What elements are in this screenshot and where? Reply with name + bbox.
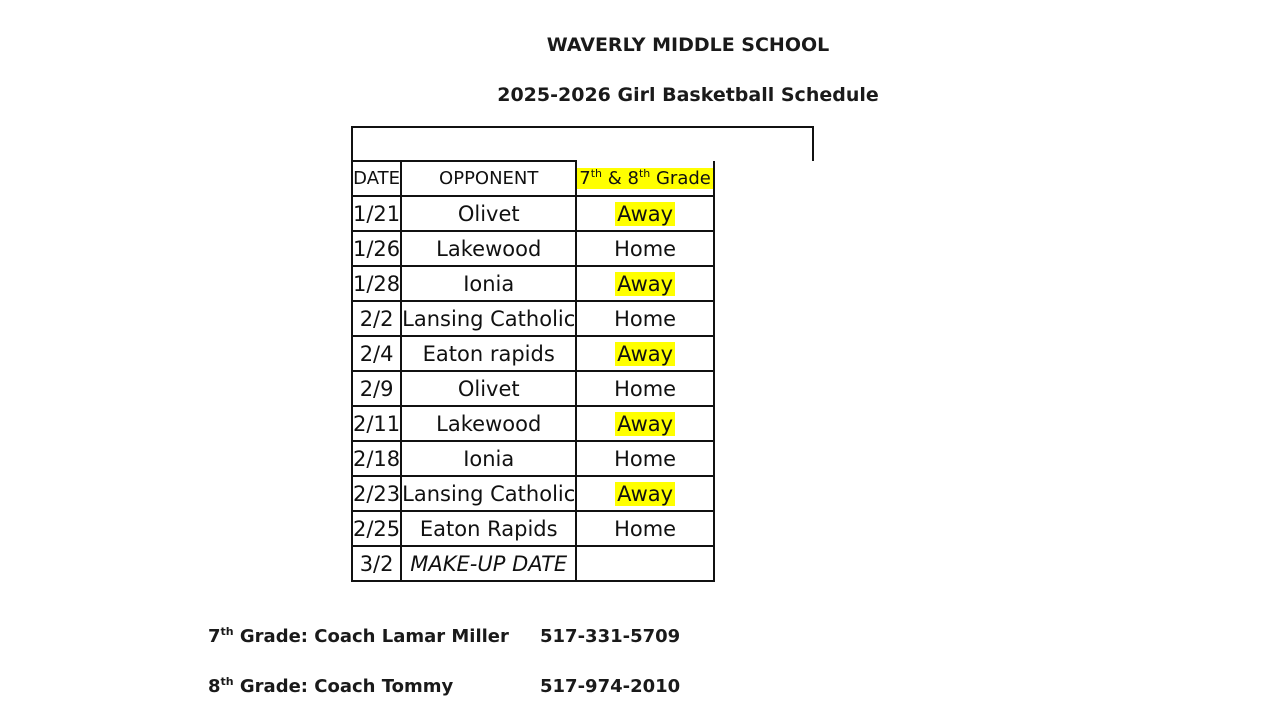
coach-8-sup: th <box>220 675 234 688</box>
coach-8-label: Grade: Coach Tommy <box>233 676 454 697</box>
game-site-cell <box>576 406 714 441</box>
game-date: 2/4 <box>352 336 401 371</box>
game-opponent: Ionia <box>401 441 576 476</box>
game-date: 1/21 <box>352 196 401 231</box>
game-date: 2/25 <box>352 511 401 546</box>
game-site-cell <box>576 336 714 371</box>
game-site: Home <box>614 516 677 541</box>
game-site: Home <box>614 306 677 331</box>
schedule-row <box>352 336 714 371</box>
coach-7-phone: 517-331-5709 <box>540 626 681 647</box>
game-opponent: Olivet <box>401 196 576 231</box>
game-site-cell <box>576 441 714 476</box>
schedule-row <box>352 476 714 511</box>
game-site-cell <box>576 266 714 301</box>
game-date: 1/26 <box>352 231 401 266</box>
game-opponent: Lansing Catholic <box>401 301 576 336</box>
game-opponent: Olivet <box>401 371 576 406</box>
game-site: Away <box>617 271 674 296</box>
schedule-row <box>352 301 714 336</box>
schedule-row <box>352 231 714 266</box>
game-date: 2/18 <box>352 441 401 476</box>
game-site: Home <box>614 446 677 471</box>
grade-header-7-sup: th <box>590 166 603 180</box>
game-site: Away <box>617 481 674 506</box>
game-site: Away <box>617 411 674 436</box>
table-header-row <box>352 161 714 196</box>
game-date: 2/9 <box>352 371 401 406</box>
game-site-cell <box>576 476 714 511</box>
header-opponent: OPPONENT <box>401 161 576 196</box>
grade-header-8-sup: th <box>638 166 651 180</box>
schedule-row <box>352 441 714 476</box>
header-date: DATE <box>352 161 401 196</box>
school-title: WAVERLY MIDDLE SCHOOL <box>546 34 830 56</box>
game-site-cell <box>576 301 714 336</box>
game-date: 2/23 <box>352 476 401 511</box>
coach-7-sup: th <box>220 625 234 638</box>
coach-7th-grade <box>208 625 681 647</box>
game-site: Away <box>617 201 674 226</box>
game-site-cell <box>576 546 714 581</box>
game-opponent: Ionia <box>401 266 576 301</box>
game-date: 1/28 <box>352 266 401 301</box>
schedule-title: 2025-2026 Girl Basketball Schedule <box>497 84 879 106</box>
game-site: Away <box>617 341 674 366</box>
schedule-row <box>352 196 714 231</box>
coach-8th-grade <box>208 675 681 697</box>
coach-7-label: Grade: Coach Lamar Miller <box>233 626 509 647</box>
game-opponent: Lakewood <box>401 231 576 266</box>
coach-7-grade: 7 <box>208 626 221 647</box>
schedule-row <box>352 511 714 546</box>
game-site-cell <box>576 371 714 406</box>
schedule-row <box>352 546 714 581</box>
grade-header-7: 7 <box>579 167 591 189</box>
grade-header-8: & 8 <box>602 167 639 189</box>
game-date: 2/2 <box>352 301 401 336</box>
game-site: Home <box>614 376 677 401</box>
schedule-row <box>352 371 714 406</box>
game-opponent: Eaton rapids <box>401 336 576 371</box>
game-opponent: Lakewood <box>401 406 576 441</box>
grade-header-suffix: Grade <box>650 167 711 189</box>
game-opponent: Lansing Catholic <box>401 476 576 511</box>
game-date: 2/11 <box>352 406 401 441</box>
header-grade <box>576 161 714 196</box>
game-site-cell <box>576 196 714 231</box>
schedule-row <box>352 266 714 301</box>
game-site-cell <box>576 511 714 546</box>
schedule-row <box>352 406 714 441</box>
game-site: Home <box>614 236 677 261</box>
game-opponent: Eaton Rapids <box>401 511 576 546</box>
coach-8-grade: 8 <box>208 676 221 697</box>
schedule-table <box>351 160 715 582</box>
game-opponent: MAKE-UP DATE <box>401 546 576 581</box>
table-top-box <box>351 126 814 161</box>
game-date: 3/2 <box>352 546 401 581</box>
grade-header-highlight <box>577 168 713 189</box>
game-site-cell <box>576 231 714 266</box>
coach-8-phone: 517-974-2010 <box>540 676 681 697</box>
